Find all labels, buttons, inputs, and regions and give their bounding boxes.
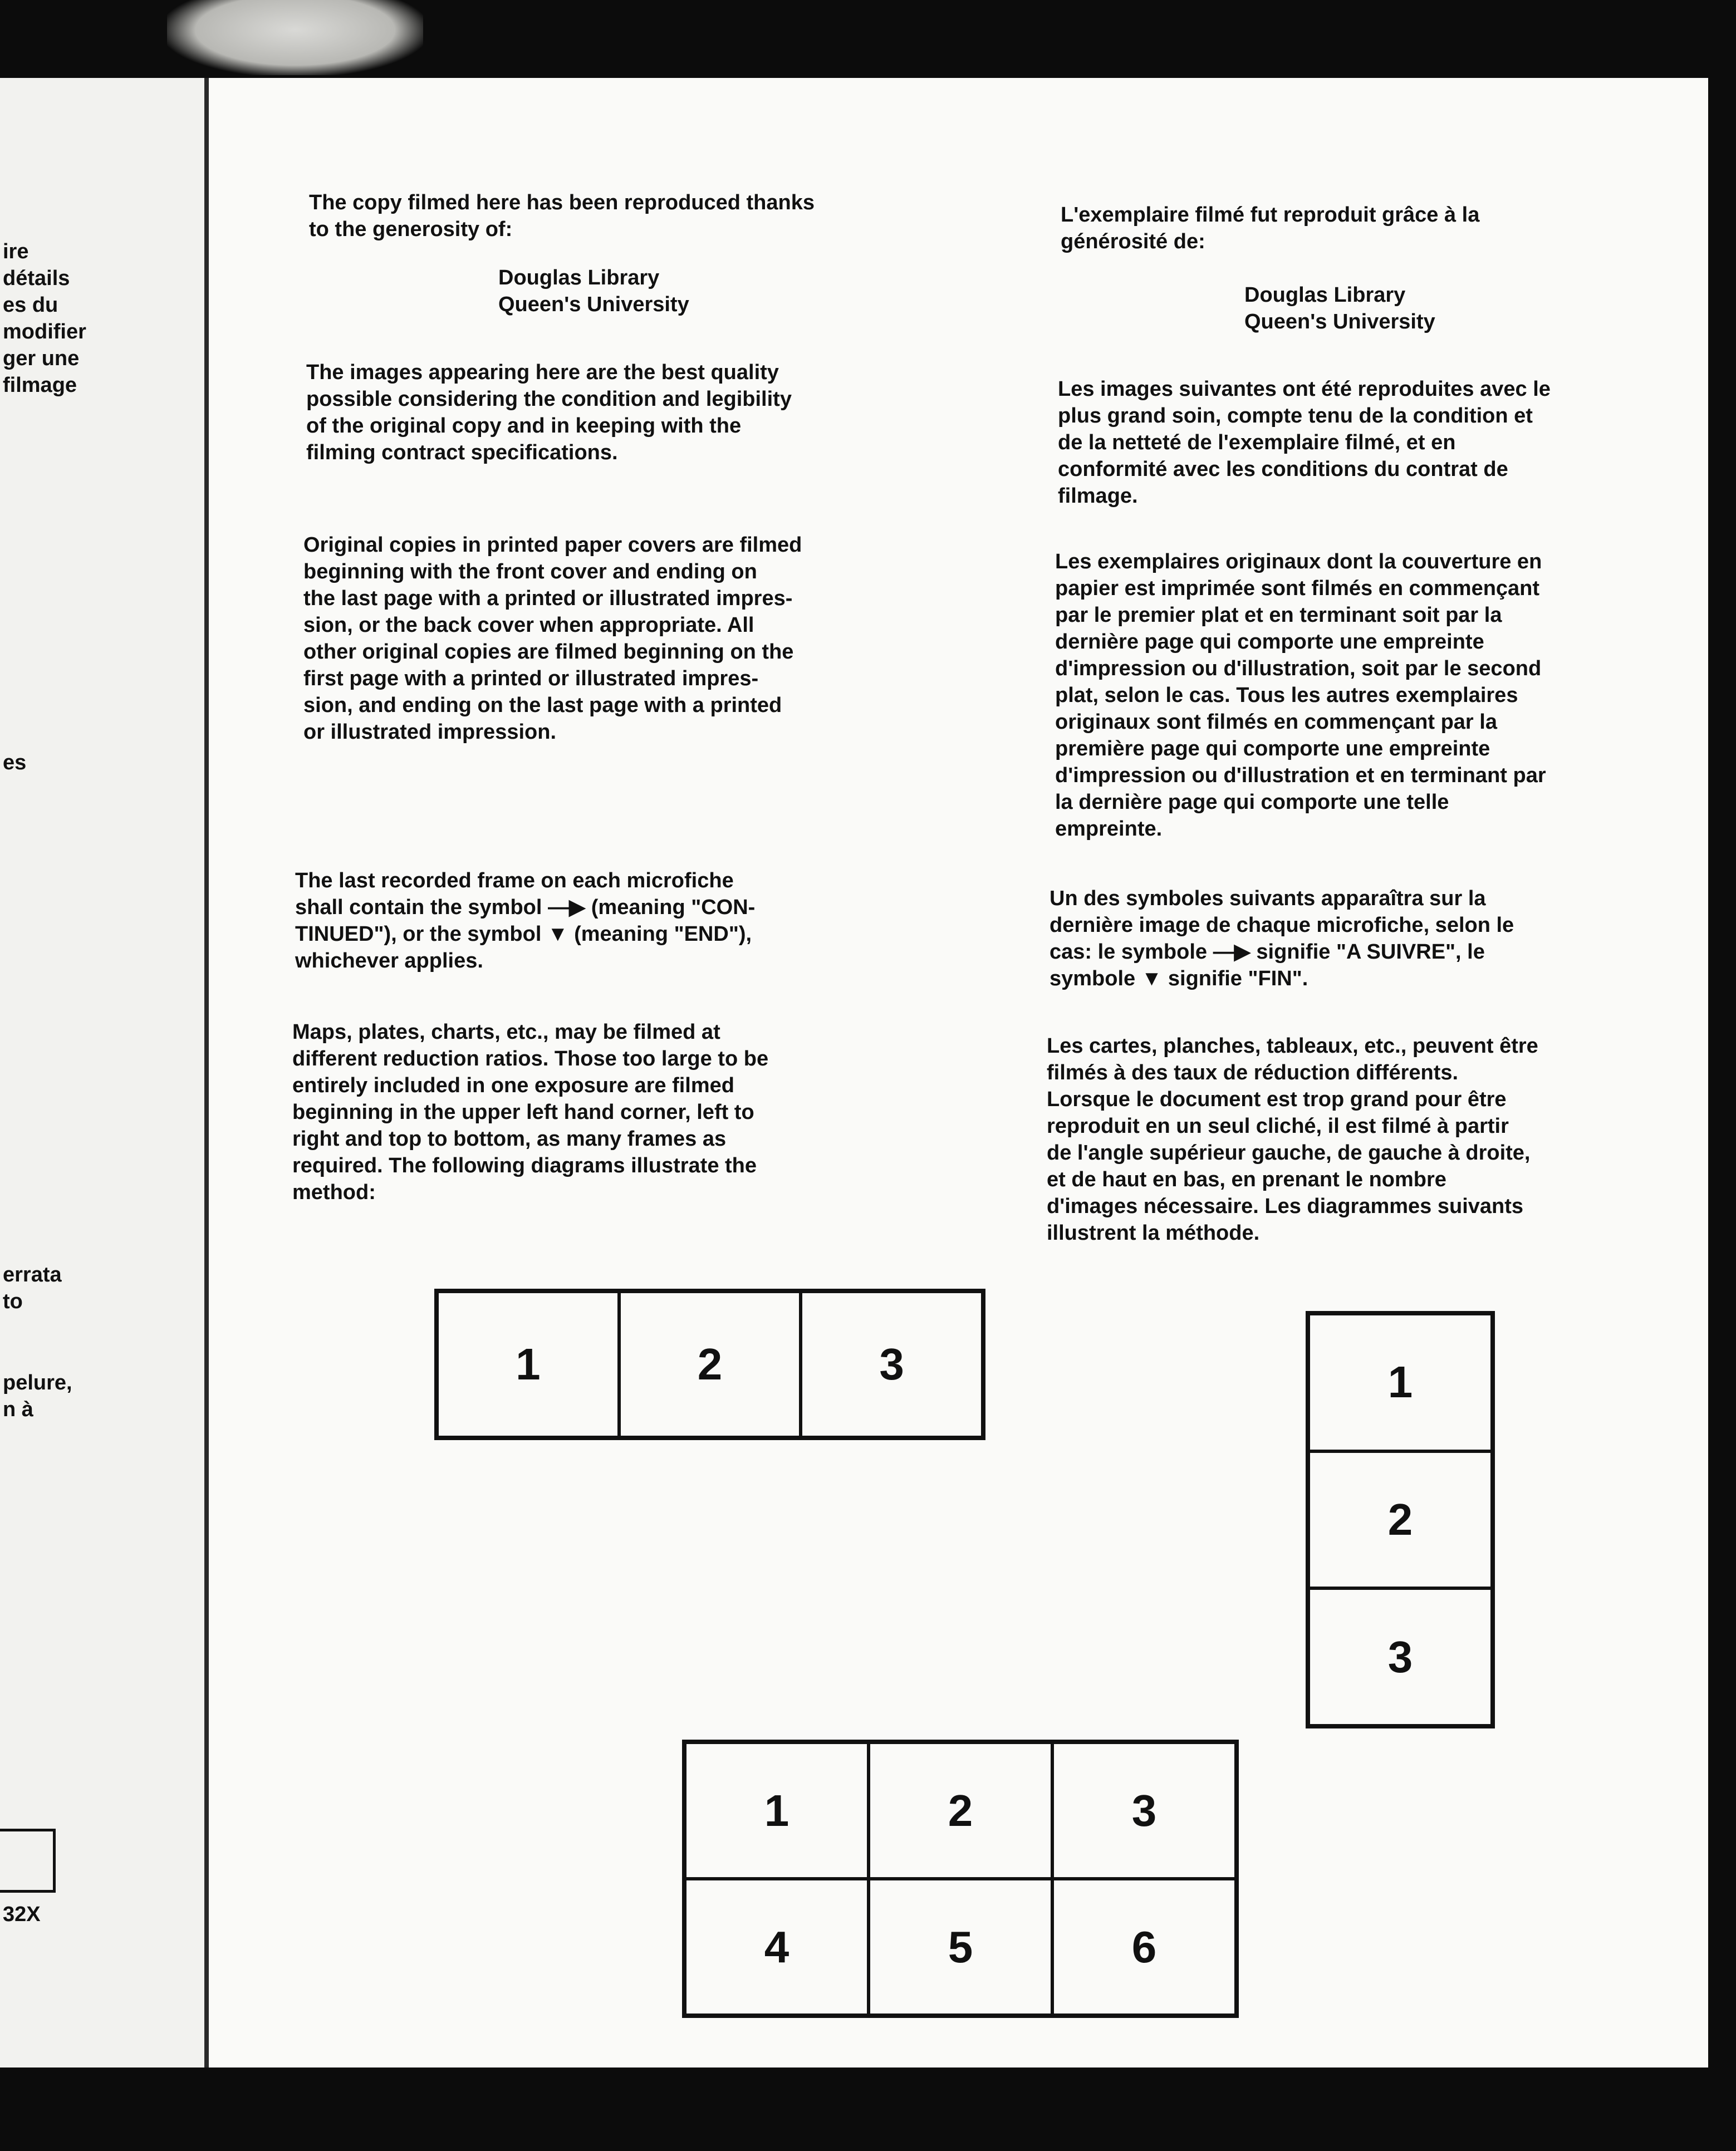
frame-cell: 4	[685, 1879, 869, 2015]
frame-cell: 2	[869, 1742, 1052, 1879]
left-page-edge	[0, 78, 204, 2067]
left-fragment: pelure,	[3, 1371, 72, 1394]
en-thanks: The copy filmed here has been reproduced thanks to the generosity of:	[309, 191, 815, 241]
left-fragment: détails	[3, 267, 70, 290]
fr-quality: Les images suivantes ont été reproduites avec le plus grand soin, compte tenu de la condition et de la netteté de l'exemplaire filmé, et en conformité avec les conditions du contrat de filmage.	[1058, 377, 1551, 508]
diagram-horizontal	[434, 1289, 985, 1440]
torn-paper-edge	[167, 0, 423, 75]
fr-symbols: Un des symboles suivants apparaîtra sur la dernière image de chaque microfiche, selon le cas: le symbole —▶ signifie "A SUIVRE", le symbole ▼ signifie "FIN".	[1050, 887, 1514, 990]
left-fragment: modifier	[3, 320, 86, 343]
reduction-ratio-label: 32X	[3, 1903, 41, 1926]
en-symbols: The last recorded frame on each microfiche shall contain the symbol —▶ (meaning "CON- TINUED"), or the symbol ▼ (meaning "END"), whichever applies.	[295, 869, 756, 973]
scan-right-border	[1708, 0, 1736, 2151]
frame-cell: 3	[1052, 1742, 1236, 1879]
left-fragment: ger une	[3, 347, 80, 370]
fr-covers: Les exemplaires originaux dont la couverture en papier est imprimée sont filmés en commençant par le premier plat et en terminant soit par la dernière page qui comporte une empreinte d'impression ou d'illustration, soit par le second plat, selon le cas. Tous les autres exemplaires originaux sont filmés en commençant par la première page qui comporte une empreinte d'impression ou d'illustration et en terminant par la dernière page qui comporte une telle empreinte.	[1055, 550, 1546, 841]
frame-cell: 2	[1308, 1451, 1492, 1589]
left-fragment: to	[3, 1290, 23, 1313]
frame-cell: 5	[869, 1879, 1052, 2015]
frame-cell: 2	[619, 1291, 801, 1437]
frame-cell: 3	[801, 1291, 983, 1437]
en-maps: Maps, plates, charts, etc., may be filmed at different reduction ratios. Those too large to be entirely included in one exposure are filmed beginning in the upper left hand corner, left to right and top to bottom, as many frames as required. The following diagrams illustrate the method:	[292, 1020, 769, 1204]
diagram-vertical	[1306, 1311, 1495, 1728]
frame-cell: 6	[1052, 1879, 1236, 2015]
left-fragment: es du	[3, 293, 58, 317]
reduction-box	[0, 1829, 56, 1893]
en-quality: The images appearing here are the best quality possible considering the condition and legibility of the original copy and in keeping with the filming contract specifications.	[306, 361, 792, 464]
frame-cell: 1	[685, 1742, 869, 1879]
left-fragment: filmage	[3, 374, 77, 397]
left-fragment: ire	[3, 240, 29, 263]
left-fragment: es	[3, 751, 27, 774]
diagram-grid	[682, 1740, 1239, 2018]
book-spine	[204, 78, 209, 2067]
en-library: Douglas Library Queen's University	[498, 266, 689, 316]
left-fragment: n à	[3, 1398, 33, 1421]
fr-thanks: L'exemplaire filmé fut reproduit grâce à la générosité de:	[1061, 203, 1480, 253]
frame-cell: 1	[437, 1291, 619, 1437]
fr-maps: Les cartes, planches, tableaux, etc., peuvent être filmés à des taux de réduction différents. Lorsque le document est trop grand pour être reproduit en un seul cliché, il est filmé à partir de l'angle supérieur gauche, de gauche à droite, et de haut en bas, en prenant le nombre d'images nécessaire. Les diagrammes suivants illustrent la méthode.	[1047, 1034, 1538, 1245]
en-covers: Original copies in printed paper covers are filmed beginning with the front cover and ending on the last page with a printed or illustrated impres- sion, or the back cover when appropriate. All other original copies are filmed beginning on the first page with a printed or illustrated impres- sion, and ending on the last page with a printed or illustrated impression.	[303, 533, 802, 744]
scan-bottom-border	[0, 2067, 1736, 2151]
frame-cell: 3	[1308, 1588, 1492, 1726]
left-fragment: errata	[3, 1263, 62, 1286]
frame-cell: 1	[1308, 1314, 1492, 1451]
fr-library: Douglas Library Queen's University	[1244, 283, 1435, 333]
main-page	[209, 78, 1708, 2067]
